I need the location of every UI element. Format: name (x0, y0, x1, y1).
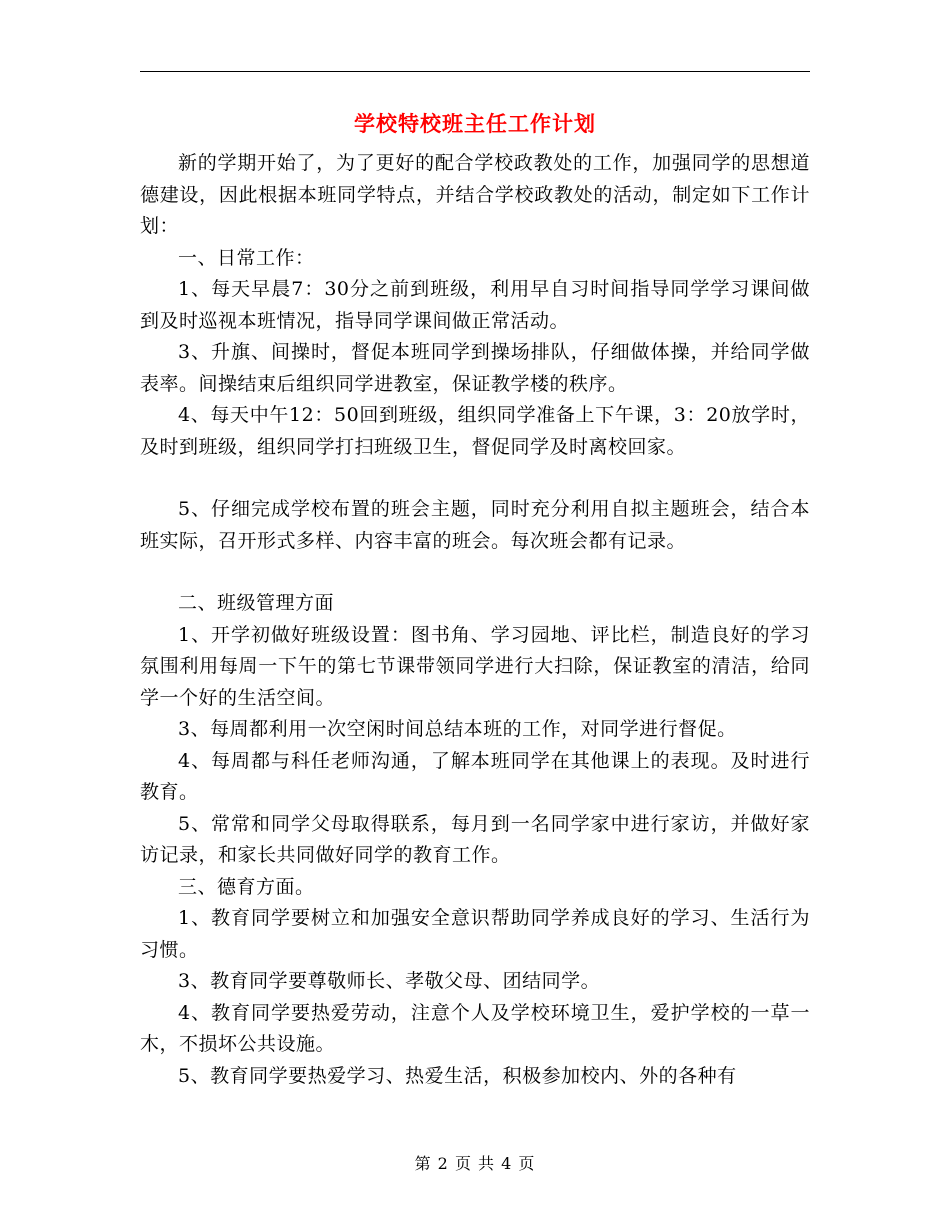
paragraph-intro: 新的学期开始了，为了更好的配合学校政教处的工作，加强同学的思想道德建设，因此根据本班同学特点，并结合学校政教处的活动，制定如下工作计划： (140, 152, 810, 237)
paragraph-moral-4: 4、教育同学要热爱劳动，注意个人及学校环境卫生，爱护学校的一草一木，不损坏公共设施。 (140, 1001, 810, 1055)
paragraph-management-1: 1、开学初做好班级设置：图书角、学习园地、评比栏，制造良好的学习氛围利用每周一下午的第七节课带领同学进行大扫除，保证教室的清洁，给同学一个好的生活空间。 (140, 623, 810, 709)
paragraph-daily-3: 3、升旗、间操时，督促本班同学到操场排队，仔细做体操，并给同学做表率。间操结束后组织同学进教室，保证教学楼的秩序。 (140, 341, 810, 395)
paragraph-daily-1: 1、每天早晨7：30分之前到班级，利用早自习时间指导同学学习课间做到及时巡视本班情况，指导同学课间做正常活动。 (140, 278, 810, 332)
paragraph-management-3: 3、每周都利用一次空闲时间总结本班的工作，对同学进行督促。 (178, 718, 737, 740)
heading-daily-work: 一、日常工作： (178, 246, 315, 269)
paragraph-management-4: 4、每周都与科任老师沟通，了解本班同学在其他课上的表现。及时进行教育。 (140, 749, 810, 803)
paragraph-management-5: 5、常常和同学父母取得联系，每月到一名同学家中进行家访，并做好家访记录，和家长共同做好同学的教育工作。 (140, 812, 810, 866)
document-title: 学校特校班主任工作计划 (354, 111, 596, 136)
paragraph-moral-1: 1、教育同学要树立和加强安全意识帮助同学养成良好的学习、生活行为习惯。 (140, 907, 810, 961)
paragraph-moral-3: 3、教育同学要尊敬师长、孝敬父母、团结同学。 (178, 970, 601, 992)
heading-moral-education: 三、德育方面。 (178, 875, 315, 898)
document-body (140, 148, 810, 1092)
page-number: 第 2 页 共 4 页 (414, 1154, 536, 1173)
paragraph-moral-5: 5、教育同学要热爱学习、热爱生活，积极参加校内、外的各种有 (178, 1064, 737, 1087)
header-rule (140, 71, 810, 72)
paragraph-daily-5: 5、仔细完成学校布置的班会主题，同时充分利用自拟主题班会，结合本班实际，召开形式多样、内容丰富的班会。每次班会都有记录。 (140, 498, 810, 552)
paragraph-daily-4: 4、每天中午12：50回到班级，组织同学准备上下午课，3：20放学时，及时到班级，组织同学打扫班级卫生，督促同学及时离校回家。 (140, 404, 810, 458)
heading-class-management: 二、班级管理方面 (178, 592, 335, 614)
